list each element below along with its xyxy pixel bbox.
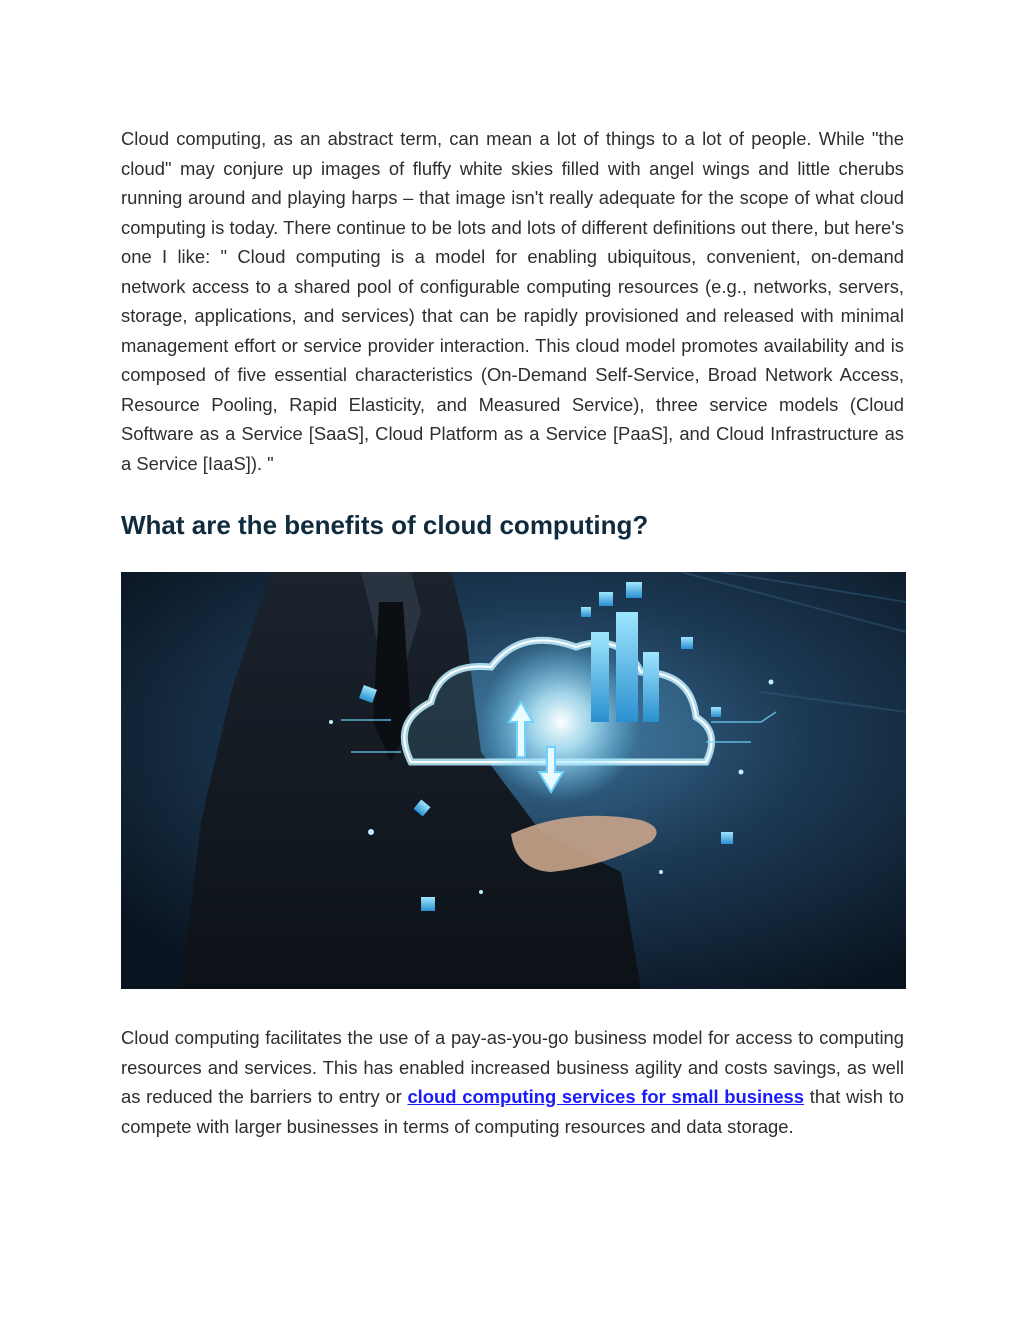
section-heading: What are the benefits of cloud computing?	[121, 510, 649, 540]
cloud-services-link[interactable]: cloud computing services for small business	[407, 1086, 805, 1107]
intro-paragraph: Cloud computing, as an abstract term, can mean a lot of things to a lot of people. While "the cloud" may conjure up images of fluffy white skies filled with angel wings and little cherubs running around and playing harps – that image isn't really adequate for the scope of what cloud computing is today. There continue to be lots and lots of different definitions out there, but here's one I like: " Cloud computing is a model for enabling ubiquitous, convenient, on-demand network access to a shared pool of configurable computing resources (e.g., networks, servers, storage, applications, and services) that can be rapidly provisioned and released with minimal management effort or service provider interaction. This cloud model promotes availability and is composed of five essential characteristics (On-Demand Self-Service, Broad Network Access, Resource Pooling, Rapid Elasticity, and Measured Service), three service models (Cloud Software as a Service [SaaS], Cloud Platform as a Service [PaaS], and Cloud Infrastructure as a Service [IaaS]). "	[121, 128, 904, 474]
document-page	[121, 124, 904, 1141]
benefits-paragraph	[121, 1023, 904, 1141]
benefits-text-after-link: that wish to compete with larger businesses in terms of computing resources and data storage.	[121, 1086, 904, 1137]
cloud-computing-illustration-icon	[121, 572, 906, 989]
benefits-text-before-link: Cloud computing facilitates the use of a pay-as-you-go business model for access to computing resources and services. This has enabled increased business agility and costs savings, as well as reduced the barriers to entry or	[121, 1027, 904, 1107]
cloud-computing-image	[121, 572, 906, 989]
